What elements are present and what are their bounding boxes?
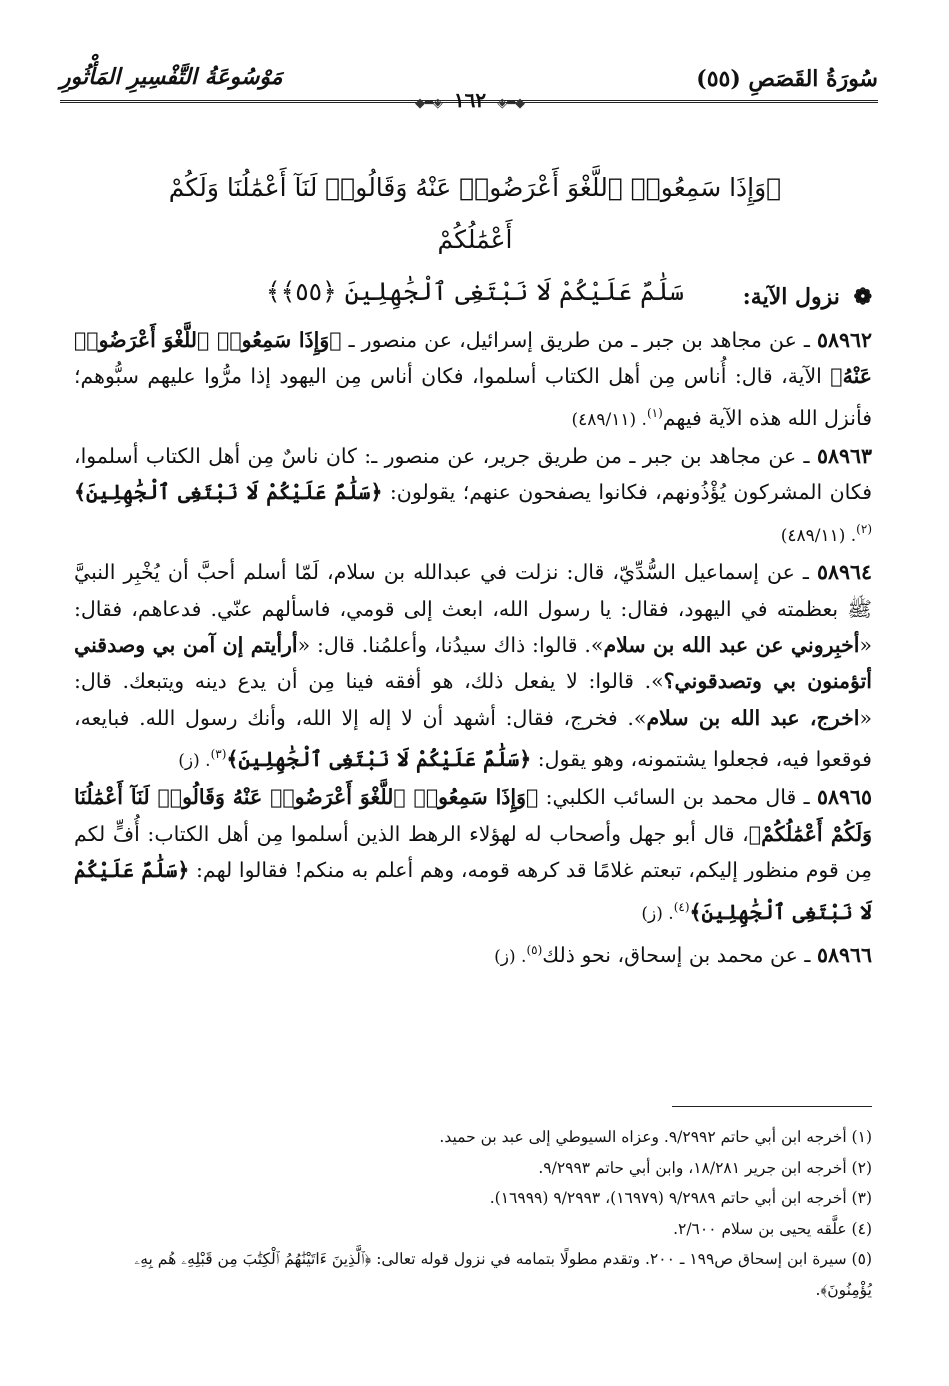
flower-icon: ❁ bbox=[853, 284, 872, 310]
narration bbox=[74, 932, 872, 975]
volume-reference: . (ز) bbox=[178, 750, 211, 771]
footnotes bbox=[74, 1122, 872, 1305]
footnote: (٤) علَّقه يحيى بن سلام ٢/٦٠٠. bbox=[673, 1219, 872, 1238]
footnote-marker: (٥) bbox=[526, 942, 543, 957]
verse-line: ﴿وَإِذَا سَمِعُوا۟ ٱللَّغْوَ أَعْرَضُوا۟ عَنْهُ وَقَالُوا۟ لَنَآ أَعْمَٰلُنَا وَلَكُمْ أَعْمَٰلُكُمْ bbox=[168, 173, 782, 254]
page-number: ١٦٢ bbox=[453, 88, 487, 112]
volume-reference: . (٤٨٩/١١) bbox=[780, 525, 857, 546]
volume-reference: . (ز) bbox=[641, 903, 674, 924]
narration-text: ـ عن إسماعيل السُّدِّيّ، قال: نزلت في عبدالله بن سلام، لَمّا أسلم أحبَّ أن يُخْبِر النبيَّ ﷺ بعظمته في اليهود، فقال: يا رسول الله، ابعث إلى قومي، فاسألهم عنّي. فدعاهم، فقال: « bbox=[74, 560, 873, 657]
section-heading-block bbox=[743, 284, 872, 310]
footnote: (١) أخرجه ابن أبي حاتم ٩/٢٩٩٢. وعزاه السيوطي إلى عبد بن حميد. bbox=[439, 1128, 872, 1146]
quran-quote: ﴿وَإِذَا سَمِعُوا۟ ٱللَّغْوَ أَعْرَضُوا۟ عَنْهُ﴾ bbox=[74, 328, 872, 389]
verse-line: سَلَٰمٌ عَلَيْكُمْ لَا نَبْتَغِى ٱلْجَٰهِلِينَ ﴿٥٥﴾﴾ bbox=[265, 277, 685, 306]
narration-text: ». قالوا: ذاك سيدُنا، وأعلمُنا. قال: « bbox=[297, 632, 604, 657]
footnote: (٢) أخرجه ابن جرير ١٨/٢٨١، وابن أبي حاتم ٩/٢٩٩٣. bbox=[538, 1158, 872, 1177]
page-number-block bbox=[380, 88, 560, 114]
ornament-icon: ◈═◆ bbox=[414, 96, 443, 111]
narration-number: ٥٨٩٦٦ bbox=[816, 942, 872, 967]
footnote: (٣) أخرجه ابن أبي حاتم ٩/٢٩٨٩ (١٦٩٧٩)، ٩/٢٩٩٣ (١٦٩٩٩). bbox=[489, 1189, 872, 1207]
narration bbox=[74, 322, 872, 438]
narration bbox=[74, 554, 872, 779]
narration bbox=[74, 779, 872, 931]
hadith-quote: أرأيتم إن آمن بي وصدقني أتؤمنون بي وتصدقوني؟ bbox=[74, 632, 872, 694]
footnote: (٥) سيرة ابن إسحاق ص١٩٩ ـ ٢٠٠. وتقدم مطولًا بتمامه في نزول قوله تعالى: ﴿ٱلَّذِينَ ءَاتَيْنَٰهُمُ ٱلْكِتَٰبَ مِن قَبْلِهِۦ هُم بِهِۦ يُؤْمِنُونَ﴾. bbox=[134, 1250, 872, 1299]
narration bbox=[74, 438, 872, 554]
narration-text: الآية، قال: أُناس مِن أهل الكتاب أسلموا، فكان أناس مِن اليهود إذا مرُّوا عليهم سبُّوهم؛ فأنزل الله هذه الآية فيهم bbox=[74, 364, 872, 430]
book-title: مَوْسُوعَةُ التَّفْسِيرِ المَأْثُورِ bbox=[60, 64, 283, 90]
quran-quote: ﴿سَلَٰمٌ عَلَيْكُمْ لَا نَبْتَغِى ٱلْجَٰهِلِينَ﴾ bbox=[226, 746, 532, 771]
footnote-marker: (١) bbox=[646, 405, 663, 420]
volume-reference: . (٤٨٩/١١) bbox=[571, 409, 647, 430]
narration-number: ٥٨٩٦٤ bbox=[816, 560, 872, 585]
narration-text: ، قال أبو جهل وأصحاب له لهؤلاء الرهط الذين أسلموا مِن أهل الكتاب: أُفٍّ لكم مِن قوم منظور إليكم، تبعتم غلامًا قد كرهه قومه، وهم أعلم به منكم! فقالوا لهم: bbox=[74, 821, 872, 883]
surah-title: سُورَةُ القَصَصِ (٥٥) bbox=[696, 66, 878, 92]
ornament-icon: ◆═◈ bbox=[497, 96, 526, 111]
footnote-marker: (٣) bbox=[210, 747, 227, 762]
section-heading: نزول الآية: bbox=[742, 284, 840, 310]
volume-reference: . (ز) bbox=[494, 946, 527, 967]
footnote-marker: (٤) bbox=[673, 899, 690, 914]
narration-text: ». فخرج، فقال: أشهد أن لا إله إلا الله، وأنك رسول الله. فبايعه، فوقعوا فيه، فجعلوا يشتمونه، وهو يقول: bbox=[74, 705, 872, 771]
hadith-quote: اخرج، عبد الله بن سلام bbox=[646, 705, 860, 730]
quran-quote: ﴿سَلَٰمٌ عَلَيْكُمْ لَا نَبْتَغِى ٱلْجَٰهِلِينَ﴾ bbox=[74, 480, 383, 505]
narration-number: ٥٨٩٦٣ bbox=[816, 444, 872, 469]
hadith-quote: أخبِروني عن عبد الله بن سلام bbox=[603, 632, 860, 657]
quran-verse bbox=[130, 162, 820, 318]
narrations bbox=[74, 322, 872, 975]
footnote-marker: (٢) bbox=[856, 521, 872, 536]
narration-number: ٥٨٩٦٢ bbox=[816, 328, 872, 352]
quran-quote: ﴿سَلَٰمٌ عَلَيْكُمْ لَا نَبْتَغِى ٱلْجَٰهِلِينَ﴾ bbox=[74, 858, 872, 924]
narration-text: ـ عن مجاهد بن جبر ـ من طريق جرير، عن منصور ـ: كان ناسٌ مِن أهل الكتاب أسلموا، فكان المشركون يُؤْذُونهم، فكانوا يصفحون عنهم؛ يقولون: bbox=[74, 444, 872, 505]
quran-quote: ﴿وَإِذَا سَمِعُوا۟ ٱللَّغْوَ أَعْرَضُوا۟ عَنْهُ وَقَالُوا۟ لَنَآ أَعْمَٰلُنَا وَلَكُمْ أَعْمَٰلُكُمْ﴾ bbox=[74, 785, 872, 846]
narration-text: ـ عن محمد بن إسحاق، نحو ذلك bbox=[542, 942, 817, 967]
narration-number: ٥٨٩٦٥ bbox=[816, 785, 872, 810]
narration-text: ـ عن مجاهد بن جبر ـ من طريق إسرائيل، عن منصور ـ bbox=[341, 328, 817, 352]
footnote-divider bbox=[672, 1106, 872, 1107]
narration-text: ـ قال محمد بن السائب الكلبي: bbox=[538, 785, 817, 810]
narration-text: ». قالوا: لا يفعل ذلك، هو أفقه فينا مِن أن يدع دينه ويتبعك. قال: « bbox=[74, 669, 873, 730]
